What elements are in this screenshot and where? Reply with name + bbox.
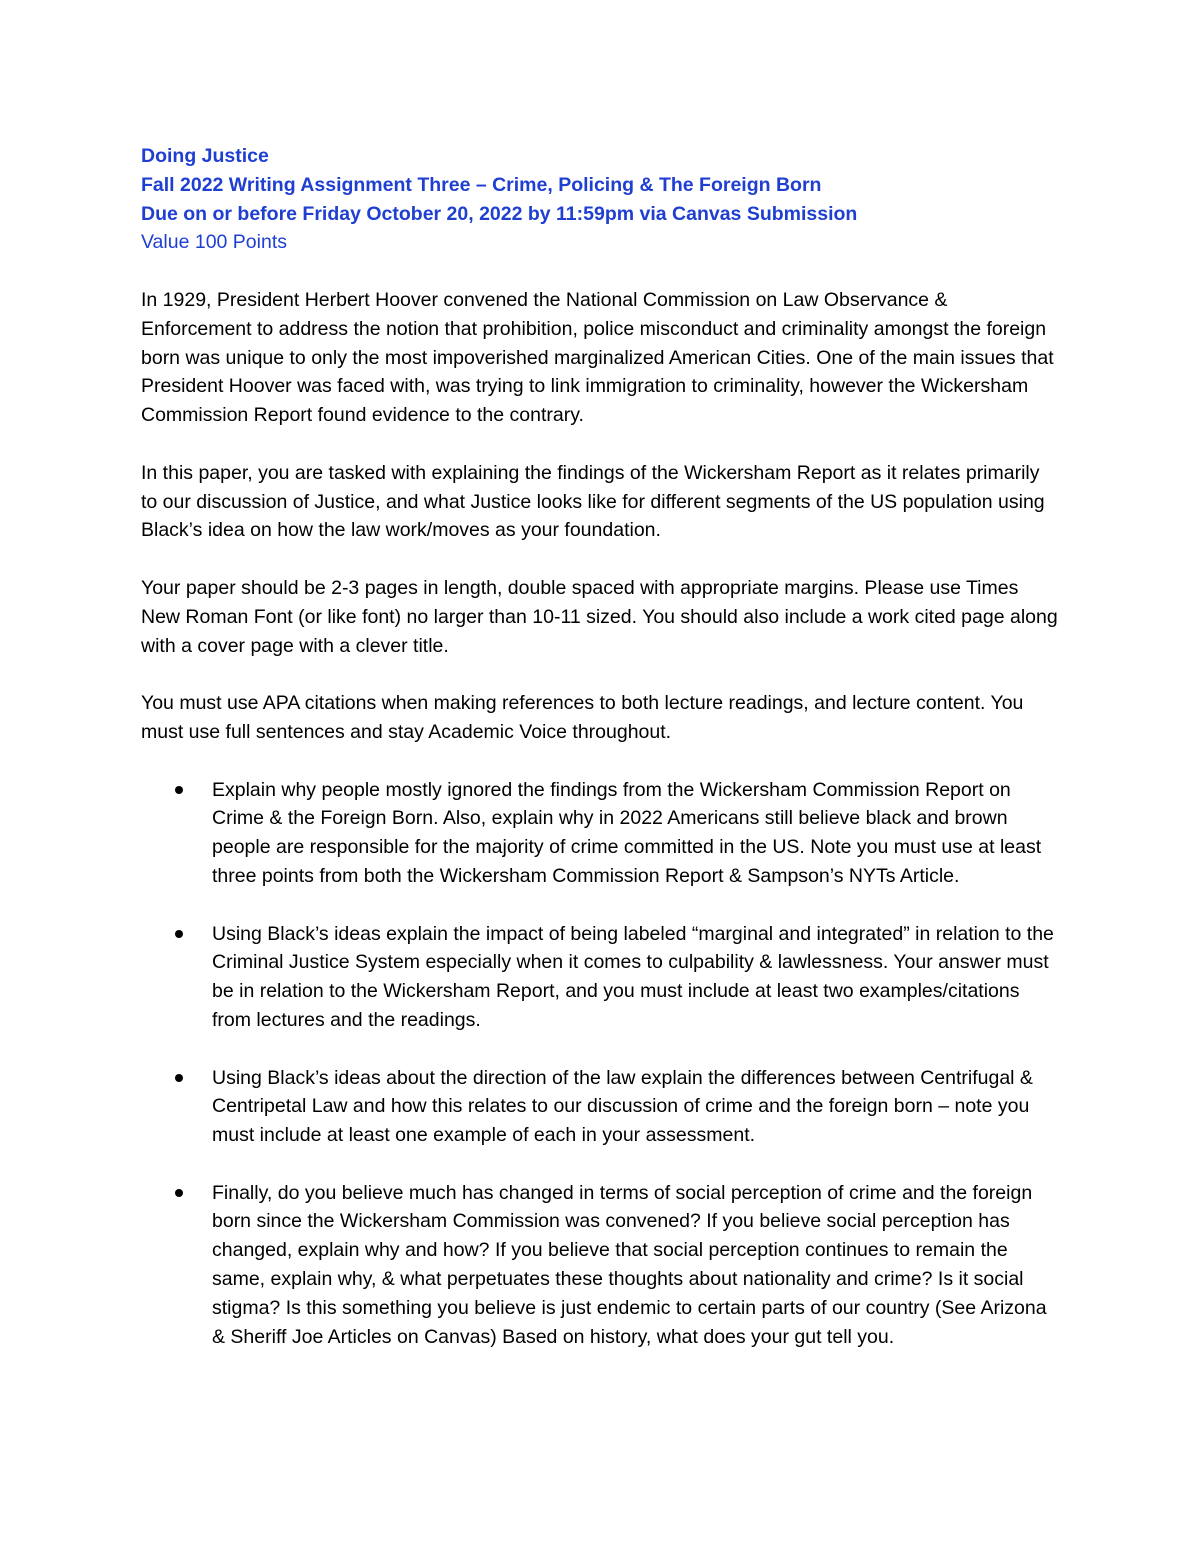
format-paragraph: Your paper should be 2-3 pages in length, double spaced with appropriate margins. Please use Times New Roman Font (or like font) no larger than 10-11 sized. You should also include a work cited page along with a cover page with a clever title. [141, 576, 1058, 657]
question-list [141, 776, 1059, 1352]
intro-paragraph: In 1929, President Herbert Hoover convened the National Commission on Law Observance & Enforcement to address the notion that prohibition, police misconduct and criminality amongst the foreign born was unique to only the most impoverished marginalized American Cities. One of the main issues that President Hoover was faced with, was trying to link immigration to criminality, however the Wickersham Commission Report found evidence to the contrary. [141, 288, 1054, 427]
list-item [141, 776, 1059, 891]
list-item-text: Explain why people mostly ignored the findings from the Wickersham Commission Report on Crime & the Foreign Born. Also, explain why in 2022 Americans still believe black and brown people are responsible for the majority of crime committed in the US. Note you must use at least three points from both the Wickersham Commission Report & Sampson’s NYTs Article. [212, 778, 1042, 887]
task-paragraph: In this paper, you are tasked with explaining the findings of the Wickersham Report as it relates primarily to our discussion of Justice, and what Justice looks like for different segments of the US population using Black’s idea on how the law work/moves as your foundation. [141, 461, 1045, 542]
list-item [141, 920, 1059, 1035]
list-item-text: Finally, do you believe much has changed in terms of social perception of crime and the foreign born since the Wickersham Commission was convened? If you believe social perception has changed, explain why and how? If you believe that social perception continues to remain the same, explain why, & what perpetuates these thoughts about nationality and crime? Is it social stigma? Is this something you believe is just endemic to certain parts of our country (See Arizona & Sheriff Joe Articles on Canvas) Based on history, what does your gut tell you. [212, 1181, 1047, 1348]
list-item-text: Using Black’s ideas explain the impact of being labeled “marginal and integrated” in relation to the Criminal Justice System especially when it comes to culpability & lawlessness. Your answer must be in relation to the Wickersham Report, and you must include at least two examples/citations from lectures and the readings. [212, 922, 1054, 1031]
assignment-title: Fall 2022 Writing Assignment Three – Crime, Policing & The Foreign Born [141, 173, 822, 196]
document-body [141, 142, 1059, 1380]
point-value: Value 100 Points [141, 231, 287, 254]
citation-paragraph: You must use APA citations when making references to both lecture readings, and lecture content. You must use full sentences and stay Academic Voice throughout. [141, 692, 1024, 743]
list-item [141, 1179, 1059, 1352]
bullet-icon [175, 930, 183, 938]
bullet-icon [175, 786, 183, 794]
course-title: Doing Justice [141, 145, 269, 167]
bullet-icon [175, 1074, 183, 1082]
list-item [141, 1064, 1059, 1150]
list-item-text: Using Black’s ideas about the direction of the law explain the differences between Centrifugal & Centripetal Law and how this relates to our discussion of crime and the foreign born – note you must include at least one example of each in your assessment. [212, 1066, 1033, 1147]
due-date: Due on or before Friday October 20, 2022 by 11:59pm via Canvas Submission [141, 202, 858, 225]
bullet-icon [175, 1189, 183, 1197]
assignment-header [141, 142, 1059, 257]
